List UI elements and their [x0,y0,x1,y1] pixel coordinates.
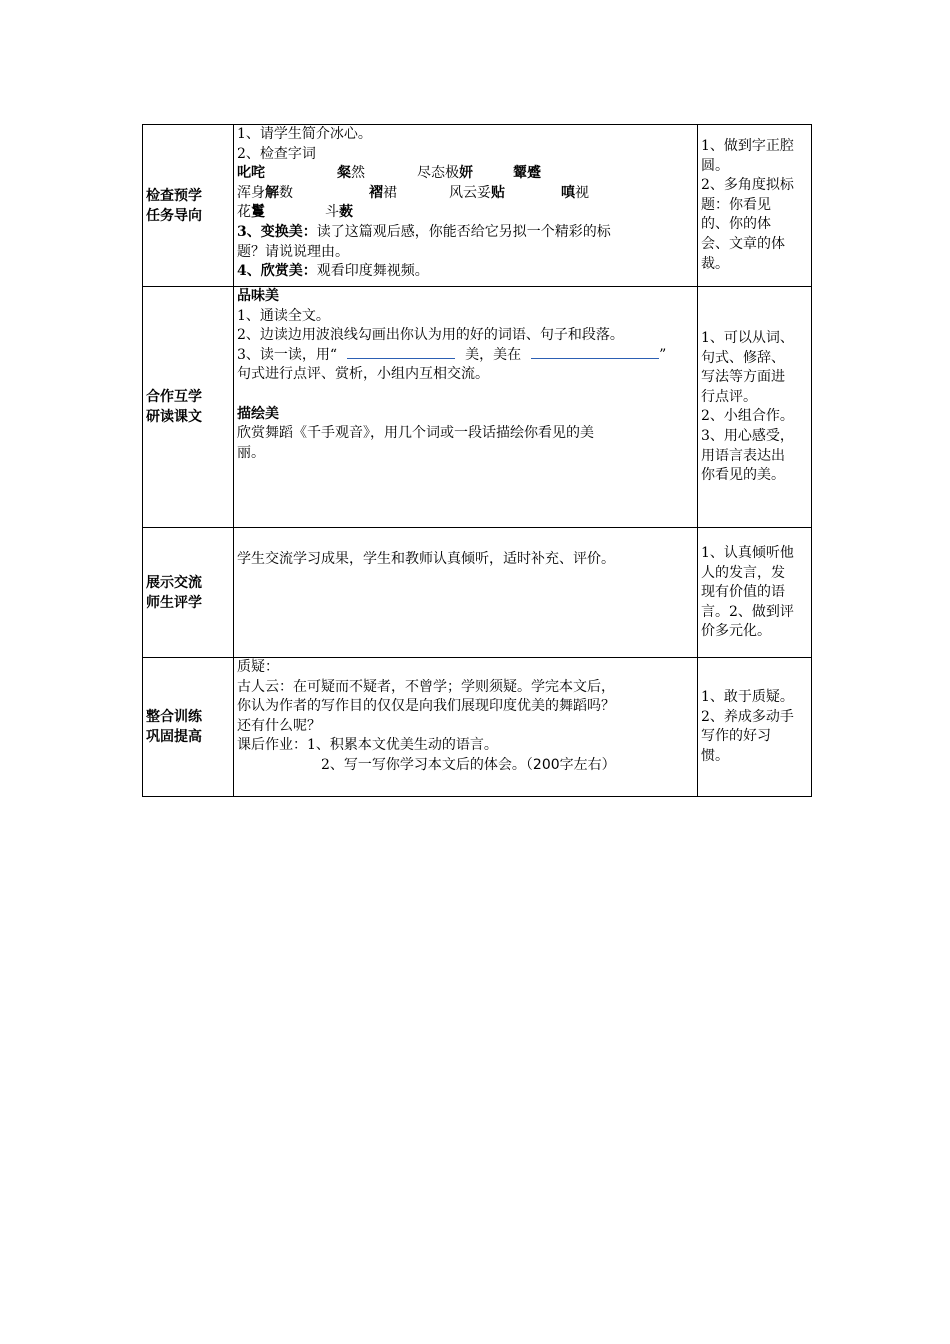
note-line: 用语言表达出 [701,447,785,464]
spacer [237,385,694,405]
vocab-word: 数 [279,184,293,201]
content-line [237,223,694,243]
vocab-line [237,184,694,204]
vocab-word: 尽态极 [417,165,459,182]
content-line: 你认为作者的写作目的仅仅是向我们展现印度优美的舞蹈吗？ [237,698,615,715]
content-line: 还有什么呢？ [237,717,321,734]
vocab-word: 解 [265,184,279,201]
stage-label: 合作互学 [146,389,202,405]
vocab-word: 风云妥 [449,184,491,201]
note-cell [698,658,812,797]
note-line: 写作的好习 [701,728,771,745]
table-row [143,125,812,287]
content-line: 2、边读边用波浪线勾画出你认为用的好的词语、句子和段落。 [237,327,624,344]
note-line: 圆。 [701,157,729,174]
content-text: 200 [532,756,560,773]
note-line: 1、可以从词、 [701,330,794,346]
content-line [237,346,694,366]
note-cell [698,287,812,528]
vocab-word: 贴 [491,184,505,201]
note-line: 2、养成多动手 [701,708,794,725]
vocab-word: 浑身 [237,184,265,201]
content-text: 字左右） [559,756,616,773]
content-cell [234,287,698,528]
content-cell [234,528,698,658]
content-line: 句式进行点评、赏析，小组内互相交流。 [237,366,489,383]
stage-cell [143,528,234,658]
vocab-word: 鬘 [251,204,265,221]
note-line: 1、做到字正腔 [701,138,794,154]
note-line: 题：你看见 [701,196,771,213]
vocab-word: 视 [575,184,589,201]
note-line: 写法等方面进 [701,369,785,386]
note-line: 2、多角度拟标 [701,177,794,194]
content-line [237,756,694,776]
content-text: 美，美在 [465,346,522,363]
note-line: 惯。 [701,747,729,764]
note-line: 1、认真倾听他 [701,545,794,561]
content-line: 学生交流学习成果，学生和教师认真倾听，适时补充、评价。 [237,551,615,567]
task-heading: 3、变换美： [237,223,317,240]
lesson-plan-table [142,124,812,797]
vocab-word: 花 [237,204,251,221]
content-text: 课后作业： [237,737,307,754]
note-cell [698,528,812,658]
note-line: 1、敢于质疑。 [701,689,794,705]
vocab-word: 褶 [369,184,383,201]
vocab-word: 薮 [339,204,353,221]
stage-label: 检查预学 [146,187,202,204]
note-line: 的、你的体 [701,216,771,233]
note-line: 句式、修辞、 [701,349,785,366]
vocab-word: 颦蹙 [513,165,541,182]
task-heading: 4、欣赏美： [237,263,317,280]
stage-cell [143,125,234,287]
stage-cell [143,287,234,528]
note-line: 行点评。 [701,388,757,405]
content-line: 古人云：在可疑而不疑者，不曾学；学则须疑。学完本文后， [237,678,615,695]
table-row [143,658,812,797]
vocab-word: 叱咤 [237,165,265,182]
note-line: 价多元化。 [701,623,771,640]
task-text: 观看印度舞视频。 [316,263,429,280]
vocab-word: 嗔 [561,184,575,201]
note-line: 3、用心感受， [701,427,794,444]
vocab-word: 妍 [459,165,473,182]
note-cell [698,125,812,287]
content-line: 质疑： [237,659,279,675]
stage-cell [143,658,234,797]
stage-label: 整合训练 [146,709,202,725]
table-row [143,287,812,528]
content-text: 3、读一读，用“ [237,346,338,363]
content-line: 欣赏舞蹈《千手观音》，用几个词或一段话描绘你看见的美 [237,425,594,442]
content-cell [234,658,698,797]
content-line [237,736,694,756]
section-heading: 描绘美 [237,405,279,422]
vocab-word: 粲 [337,165,351,182]
note-line: 你看见的美。 [701,467,785,484]
vocab-word: 斗 [325,204,339,221]
content-text: 2、写一写你学习本文后的体会。（ [321,756,533,773]
content-text: 1、积累本文优美生动的语言。 [307,737,498,754]
stage-label: 任务导向 [146,207,202,224]
fill-in-blank [347,346,455,359]
stage-label: 巩固提高 [146,729,202,745]
stage-label: 展示交流 [146,574,202,591]
stage-label: 研读课文 [146,409,202,425]
content-text: ” [659,346,667,363]
content-line: 题？请说说理由。 [237,243,349,260]
note-line: 2、小组合作。 [701,408,794,425]
vocab-word: 然 [351,165,365,182]
vocab-word: 裙 [383,184,397,201]
content-line: 1、请学生简介冰心。 [237,126,372,142]
content-line [237,262,694,282]
section-heading: 品味美 [237,288,279,304]
stage-label: 师生评学 [146,594,202,611]
task-text: 读了这篇观后感，你能否给它另拟一个精彩的标 [316,223,611,240]
content-line: 1、通读全文。 [237,307,330,324]
vocab-line [237,203,694,223]
vocab-line [237,164,694,184]
table-row [143,528,812,658]
content-line: 丽。 [237,444,265,461]
note-line: 言。2、做到评 [701,603,794,620]
note-line: 现有价值的语 [701,584,785,601]
content-line: 2、检查字词 [237,145,316,162]
note-line: 人的发言，发 [701,564,785,581]
note-line: 裁。 [701,255,729,272]
note-line: 会、文章的体 [701,235,785,252]
content-cell [234,125,698,287]
fill-in-blank [531,346,659,359]
